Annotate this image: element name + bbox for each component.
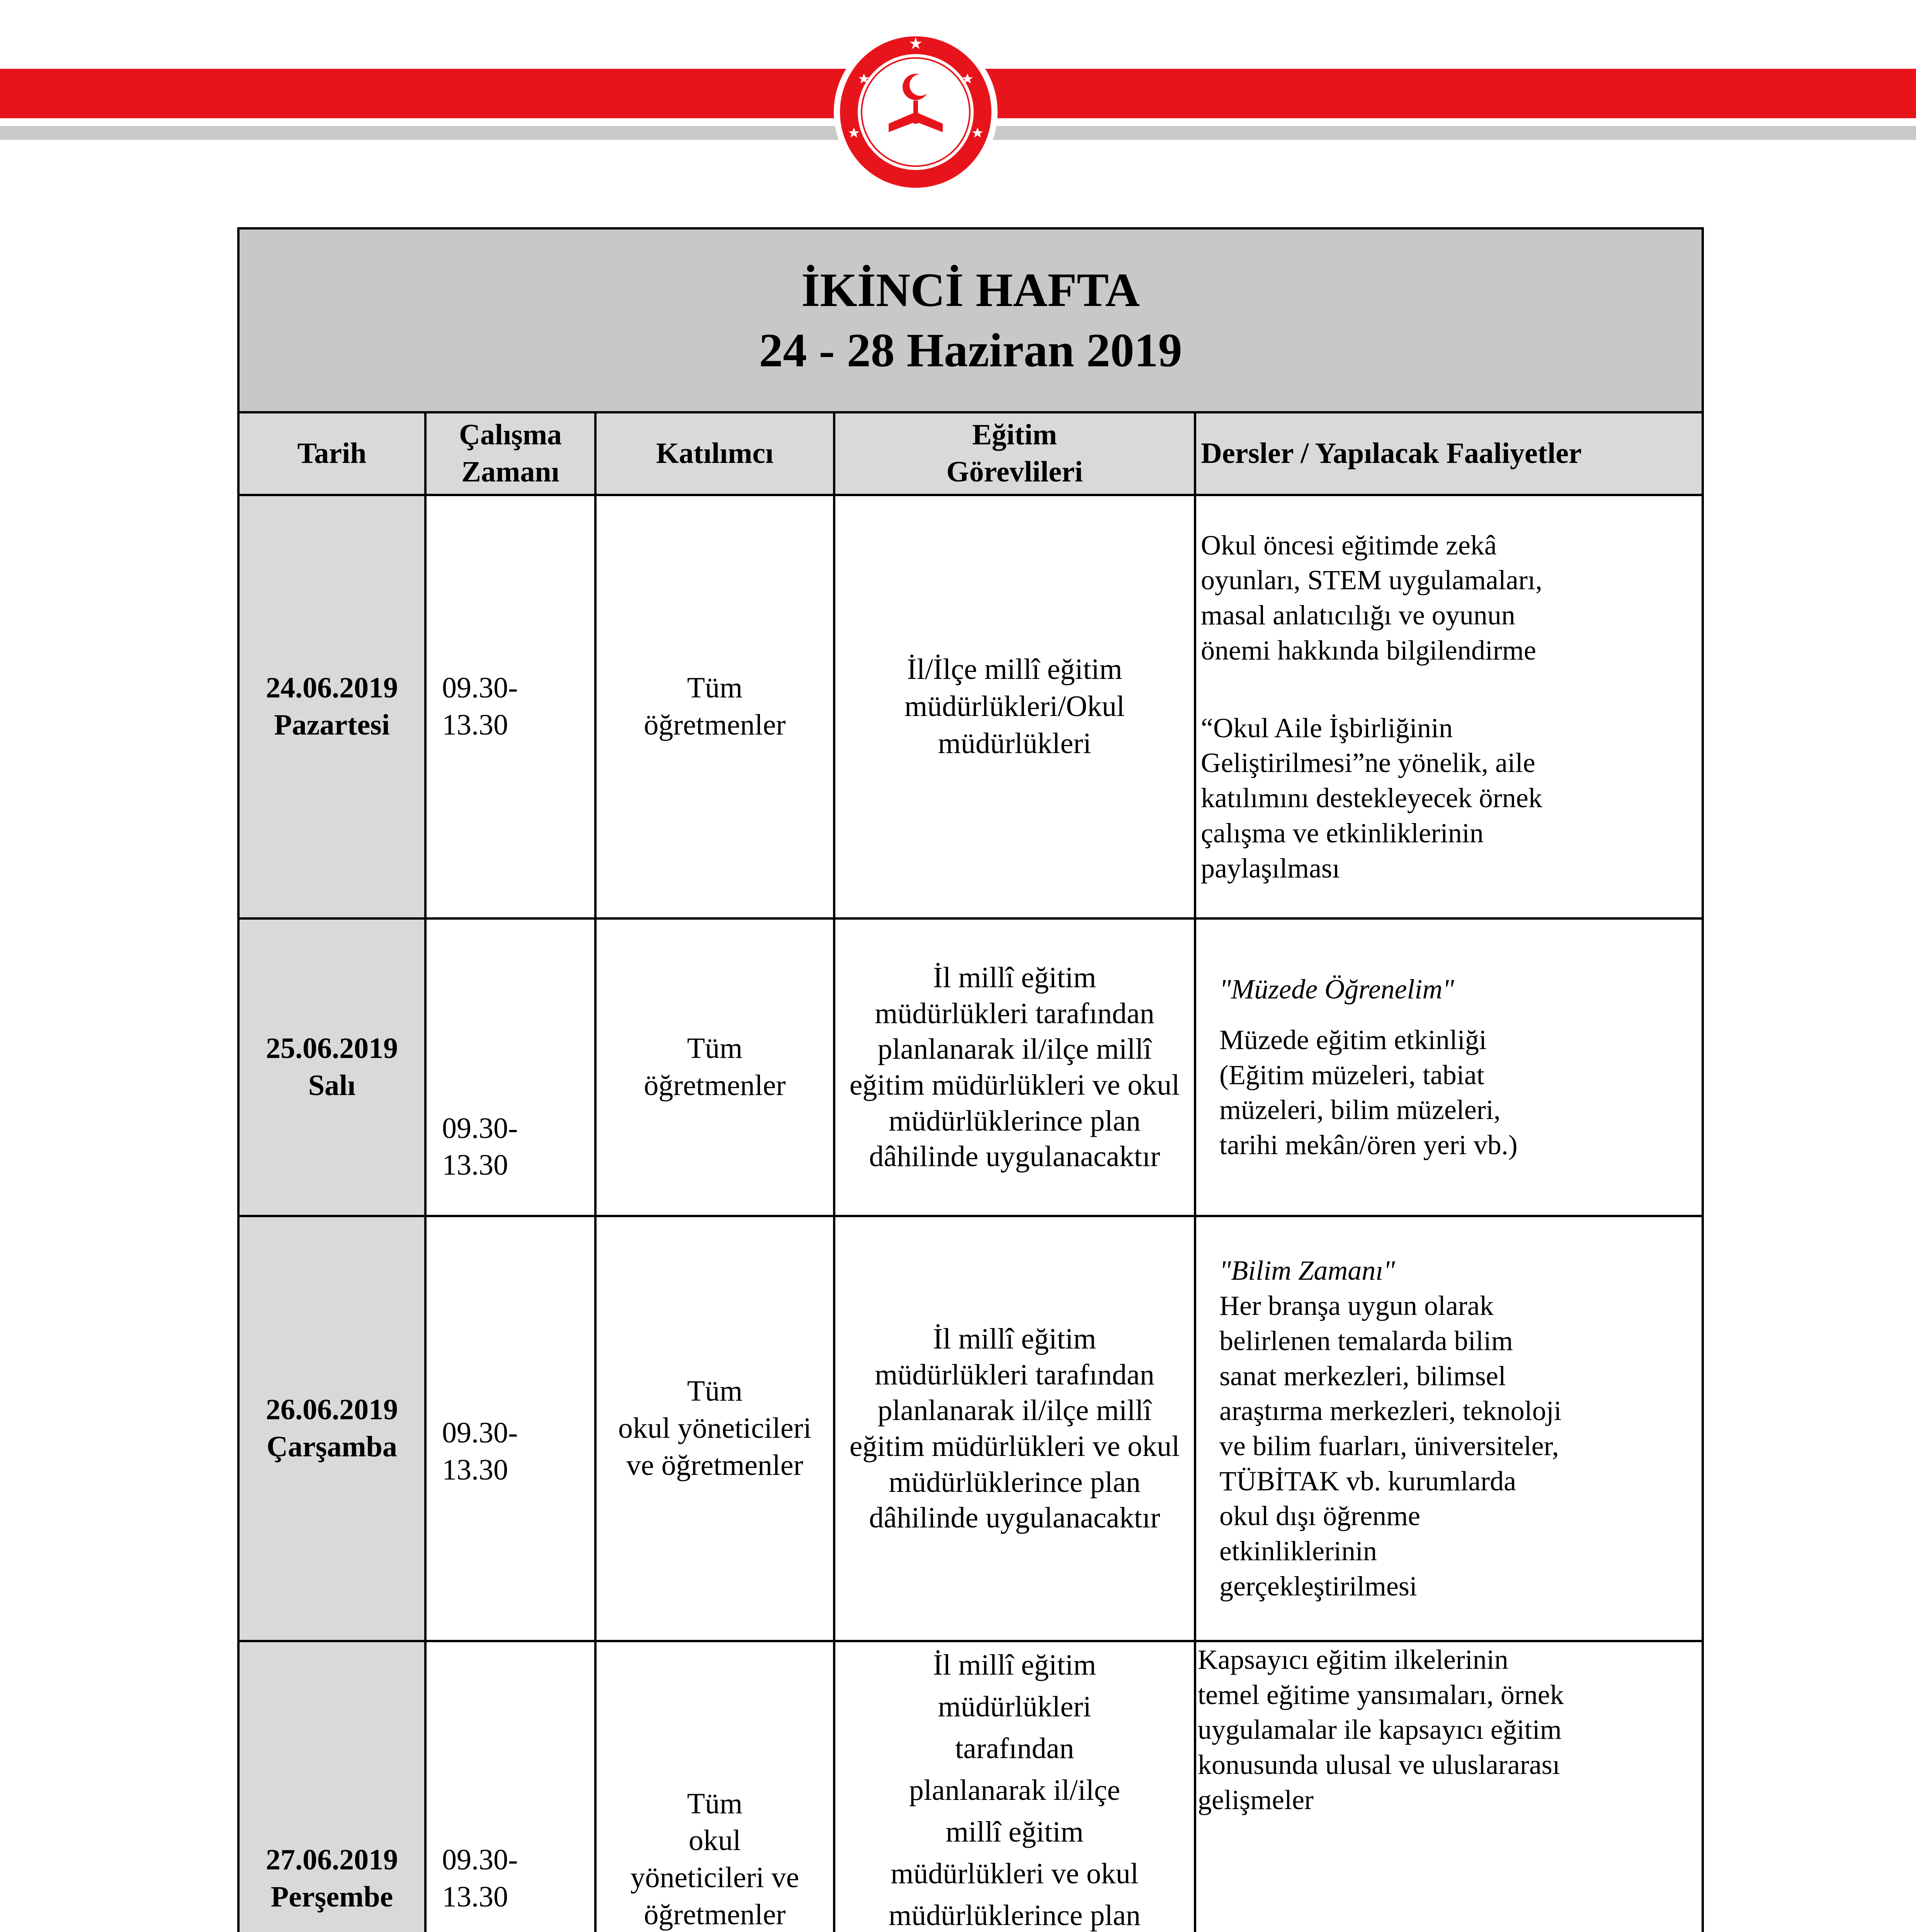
time-end: 13.30 [442,1881,508,1913]
activity-spacer [1201,668,1697,711]
activity-line: (Eğitim müzeleri, tabiat [1219,1059,1484,1090]
activity-line: araştırma merkezleri, teknoloji [1219,1395,1562,1427]
activity-title: "Bilim Zamanı" [1219,1255,1395,1286]
day-text: Pazartesi [274,709,390,741]
staff-line: İl millî eğitim [933,1649,1097,1682]
staff-line: müdürlükleri/Okul [904,690,1125,723]
staff-line: tarafından [955,1732,1074,1765]
activity-line: oyunları, STEM uygulamaları, [1201,565,1542,596]
day-text: Perşembe [270,1881,393,1913]
activity-line: Geliştirilmesi”ne yönelik, aile [1201,747,1535,779]
time-end: 13.30 [442,1149,508,1182]
staff-line: müdürlüklerince plan [888,1466,1141,1498]
participant-cell [595,918,834,1216]
activity-line: tarihi mekân/ören yeri vb.) [1219,1129,1518,1161]
header-tarih: Tarih [238,412,425,495]
staff-line: İl millî eğitim [933,961,1097,994]
activity-line: gerçekleştirilmesi [1219,1570,1417,1602]
activity-cell [1195,1641,1703,1932]
activity-line: önemi hakkında bilgilendirme [1201,634,1536,666]
date-cell [238,495,425,918]
header-egitim-line1: Eğitim [972,418,1057,451]
activity-cell [1195,495,1703,918]
time-end: 13.30 [442,1454,508,1486]
activity-line: gelişmeler [1198,1784,1314,1815]
participant-line: Tüm [687,672,743,704]
header-dersler: Dersler / Yapılacak Faaliyetler [1195,412,1703,495]
activity-line: Her branşa uygun olarak [1219,1290,1494,1321]
day-text: Salı [308,1069,356,1102]
date-text: 24.06.2019 [266,672,398,704]
participant-line: Tüm [687,1375,743,1408]
staff-cell [834,1641,1195,1932]
activity-cell [1195,918,1703,1216]
week-title-line1: İKİNCİ HAFTA [801,263,1140,316]
date-text: 25.06.2019 [266,1032,398,1065]
header-katilimci: Katılımcı [595,412,834,495]
participant-cell [595,1641,834,1932]
activity-line: “Okul Aile İşbirliğinin [1201,712,1453,743]
staff-line: eğitim müdürlükleri ve okul [849,1430,1180,1463]
staff-line: İl millî eğitim [933,1322,1097,1355]
participant-line: öğretmenler [644,1898,786,1931]
activity-line: etkinliklerinin [1219,1536,1377,1567]
participant-line: ve öğretmenler [626,1449,803,1481]
time-end: 13.30 [442,709,508,741]
participant-cell [595,495,834,918]
staff-line: dâhilinde uygulanacaktır [869,1140,1160,1173]
activity-line: paylaşılması [1201,852,1340,884]
time-start: 09.30- [442,1112,518,1145]
date-cell [238,918,425,1216]
activity-line: belirlenen temalarda bilim [1219,1325,1513,1356]
day-text: Çarşamba [267,1430,397,1463]
activity-cell [1195,1216,1703,1641]
staff-line: dâhilinde uygulanacaktır [869,1502,1160,1534]
activity-line: sanat merkezleri, bilimsel [1219,1360,1506,1391]
staff-cell [834,495,1195,918]
date-cell [238,1216,425,1641]
time-cell [425,495,595,918]
staff-line: müdürlükleri ve okul [891,1857,1139,1890]
staff-cell [834,1216,1195,1641]
participant-line: okul [689,1824,741,1857]
date-text: 27.06.2019 [266,1844,398,1876]
staff-cell [834,918,1195,1216]
table-header-row [238,412,1703,495]
table-row [238,918,1703,1216]
staff-line: İl/İlçe millî eğitim [907,653,1122,686]
week-title-line2: 24 - 28 Haziran 2019 [759,324,1182,377]
table-row [238,1641,1703,1932]
activity-line: uygulamalar ile kapsayıcı eğitim [1198,1714,1562,1745]
ministry-logo [831,27,1001,197]
time-start: 09.30- [442,1417,518,1449]
staff-line: eğitim müdürlükleri ve okul [849,1069,1180,1101]
staff-line: müdürlüklerince plan [888,1899,1141,1932]
staff-line: müdürlükleri tarafından [875,1358,1154,1391]
activity-line: temel eğitime yansımaları, örnek [1198,1679,1564,1710]
header-egitim-gorevlileri [834,412,1195,495]
activity-line: masal anlatıcılığı ve oyunun [1201,600,1515,631]
staff-line: müdürlükleri [938,1690,1091,1723]
header-calisma-line1: Çalışma [459,418,562,451]
staff-line: planlanarak il/ilçe [909,1774,1120,1807]
activity-line: okul dışı öğrenme [1219,1500,1420,1532]
date-cell [238,1641,425,1932]
activity-title: "Müzede Öğrenelim" [1219,974,1454,1005]
time-cell [425,918,595,1216]
week-title [238,228,1703,412]
time-start: 09.30- [442,1844,518,1876]
participant-cell [595,1216,834,1641]
participant-line: yöneticileri ve [630,1861,799,1894]
header-calisma-line2: Zamanı [461,456,559,488]
staff-line: müdürlükleri [938,727,1091,760]
date-text: 26.06.2019 [266,1393,398,1426]
participant-line: Tüm [687,1032,743,1065]
activity-line: konusunda ulusal ve uluslararası [1198,1749,1560,1781]
participant-line: Tüm [687,1787,743,1820]
staff-line: müdürlüklerince plan [888,1104,1141,1137]
activity-line: ve bilim fuarları, üniversiteler, [1219,1430,1559,1461]
participant-line: okul yöneticileri [618,1412,812,1445]
time-cell [425,1641,595,1932]
table-row [238,1216,1703,1641]
participant-line: öğretmenler [644,709,786,741]
header-calisma-zamani [425,412,595,495]
activity-line: Okul öncesi eğitimde zekâ [1201,529,1497,561]
staff-line: müdürlükleri tarafından [875,997,1154,1030]
staff-line: millî eğitim [945,1816,1084,1849]
activity-line: TÜBİTAK vb. kurumlarda [1219,1465,1516,1497]
activity-line: müzeleri, bilim müzeleri, [1219,1094,1501,1126]
participant-line: öğretmenler [644,1069,786,1102]
time-start: 09.30- [442,672,518,704]
activity-line: çalışma ve etkinliklerinin [1201,817,1484,849]
header-egitim-line2: Görevlileri [946,456,1083,488]
staff-line: planlanarak il/ilçe millî [877,1394,1152,1427]
activity-line: Müzede eğitim etkinliği [1219,1024,1487,1055]
table-row [238,495,1703,918]
time-cell [425,1216,595,1641]
schedule-table [237,227,1704,1932]
activity-line: katılımını destekleyecek örnek [1201,782,1542,814]
staff-line: planlanarak il/ilçe millî [877,1033,1152,1066]
activity-line: Kapsayıcı eğitim ilkelerinin [1198,1644,1508,1675]
